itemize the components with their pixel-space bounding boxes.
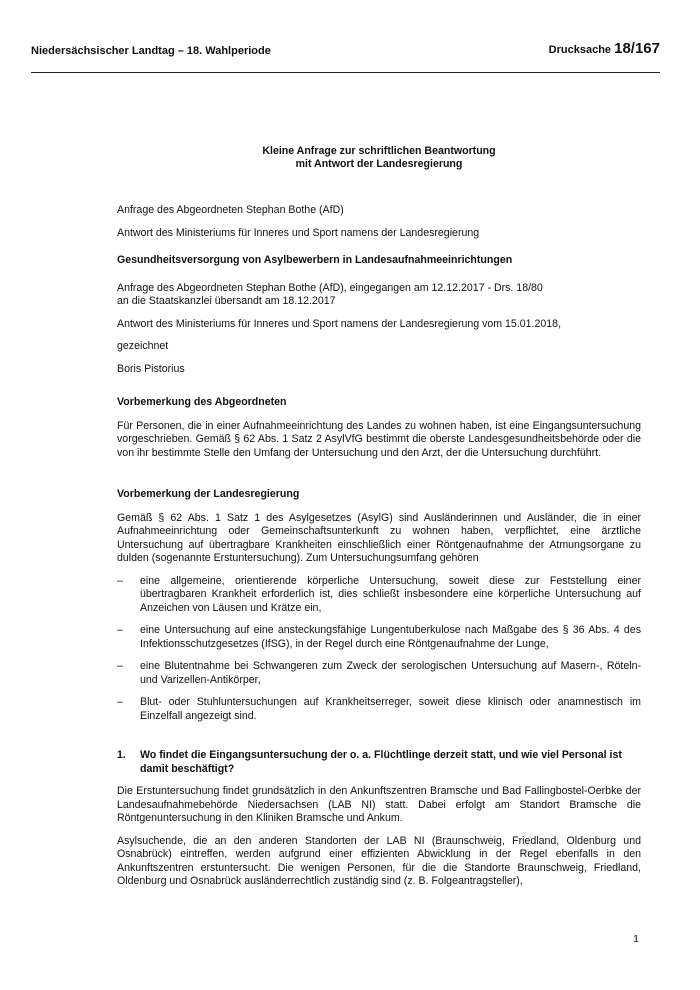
eingang-info <box>117 282 641 309</box>
drucksache-label-group <box>549 40 660 57</box>
document-title <box>117 145 641 171</box>
question-number: 1. <box>117 749 126 761</box>
page-header <box>31 40 660 73</box>
parliament-title: Niedersächsischer Landtag – 18. Wahlperiode <box>31 45 271 57</box>
dash-bullet: – <box>117 574 123 587</box>
dash-bullet: – <box>117 660 123 672</box>
untersuchungsumfang-list <box>117 575 641 724</box>
list-item: – eine allgemeine, orientierende körperliche Untersuchung, soweit diese zur Feststellung einer übertragbaren Krankheit erforderlich ist, dies schließt insbesondere eine körperliche Untersuchung auf Anzeichen von Läusen und Krätze ein, <box>117 574 641 614</box>
question-text: Wo findet die Eingangsuntersuchung der o. a. Flüchtlinge derzeit statt, und wie viel Personal ist damit beschäftigt? <box>140 749 622 775</box>
list-item: – eine Untersuchung auf eine ansteckungsfähige Lungentuberkulose nach Maßgabe des § 36 Abs. 4 des Infektionsschutzgesetzes (IfSG), in der Regel durch eine Röntgenaufnahme der Lunge, <box>117 624 641 650</box>
page-number: 1 <box>633 933 639 945</box>
antwort-datum: Antwort des Ministeriums für Inneres und Sport namens der Landesregierung vom 15.01.2018, <box>117 317 562 330</box>
document-body <box>117 145 641 898</box>
vorbemerkung-landesregierung-heading: Vorbemerkung der Landesregierung <box>117 488 300 500</box>
list-item: – Blut- oder Stuhluntersuchungen auf Krankheitserreger, soweit diese klinisch oder anamnestisch im Einzelfall angezeigt sind. <box>117 696 641 722</box>
vorbemerkung-abgeordneter-text: Für Personen, die in einer Aufnahmeeinrichtung des Landes zu wohnen haben, ist eine Eingangsuntersuchung vorgeschrieben. Gemäß § 62 Abs. 1 Satz 2 AsylVfG bestimmt die oberste Landesgesundheitsbehörde oder die von ihr bestimmte Stelle den Umfang der Untersuchung und den Arzt, der die Untersuchung durchführt. <box>117 419 641 459</box>
drucksache-label: Drucksache <box>548 44 612 56</box>
answer-paragraph-1: Die Erstuntersuchung findet grundsätzlich in den Ankunftszentren Bramsche und Bad Fallingbostel-Oerbke der Landesaufnahmebehörde Niedersachsen (LAB NI) statt. Dabei erfolgt am Standort Bramsche die Röntgenuntersuchung in den Kliniken Bramsche und Ankum. <box>117 785 641 824</box>
anfrage-line: Anfrage des Abgeordneten Stephan Bothe (AfD) <box>117 204 344 216</box>
eingang-line-2: an die Staatskanzlei übersandt am 18.12.2017 <box>117 295 336 307</box>
vorbemerkung-landesregierung-text: Gemäß § 62 Abs. 1 Satz 1 des Asylgesetzes (AsylG) sind Ausländerinnen und Ausländer, die in einer Aufnahmeeinrichtung oder Gemeinschaftsunterkunft zu wohnen haben, verpflichtet, eine ärztliche Untersuchung auf übertragbare Krankheiten einschließlich einer Röntgenaufnahme der Atmungsorgane zu dulden (sogenannte Erstuntersuchung). Zum Untersuchungsumfang gehören <box>117 511 641 564</box>
dash-bullet: – <box>117 696 123 708</box>
antwort-line: Antwort des Ministeriums für Inneres und Sport namens der Landesregierung <box>117 226 480 239</box>
dash-bullet: – <box>117 624 123 636</box>
answer-paragraph-2: Asylsuchende, die an den anderen Standorten der LAB NI (Braunschweig, Friedland, Oldenburg und Osnabrück) eintreffen, werden aufgrund einer effizienten Abwicklung in der Regel ebenfalls in den Ankunftszentren erstuntersucht. Die wenigen Personen, für die die Standorte Braunschweig, Friedland, Oldenburg und Osnabrück ausländerrechtlich zuständig sind (z. B. Folgeantragsteller), <box>117 834 641 887</box>
list-item: – eine Blutentnahme bei Schwangeren zum Zweck der serologischen Untersuchung auf Masern-, Röteln- und Varizellen-Antikörper, <box>117 660 641 686</box>
drucksache-number: 18/167 <box>614 40 660 57</box>
gezeichnet: gezeichnet <box>117 340 169 352</box>
signer: Boris Pistorius <box>117 362 185 375</box>
title-line-1: Kleine Anfrage zur schriftlichen Beantwortung <box>262 145 496 157</box>
question-1 <box>117 749 641 776</box>
subject-heading: Gesundheitsversorgung von Asylbewerbern in Landesaufnahmeeinrichtungen <box>117 254 513 266</box>
eingang-line-1: Anfrage des Abgeordneten Stephan Bothe (AfD), eingegangen am 12.12.2017 - Drs. 18/80 <box>117 281 543 294</box>
title-line-2: mit Antwort der Landesregierung <box>295 158 463 170</box>
vorbemerkung-abgeordneter-heading: Vorbemerkung des Abgeordneten <box>117 396 287 408</box>
